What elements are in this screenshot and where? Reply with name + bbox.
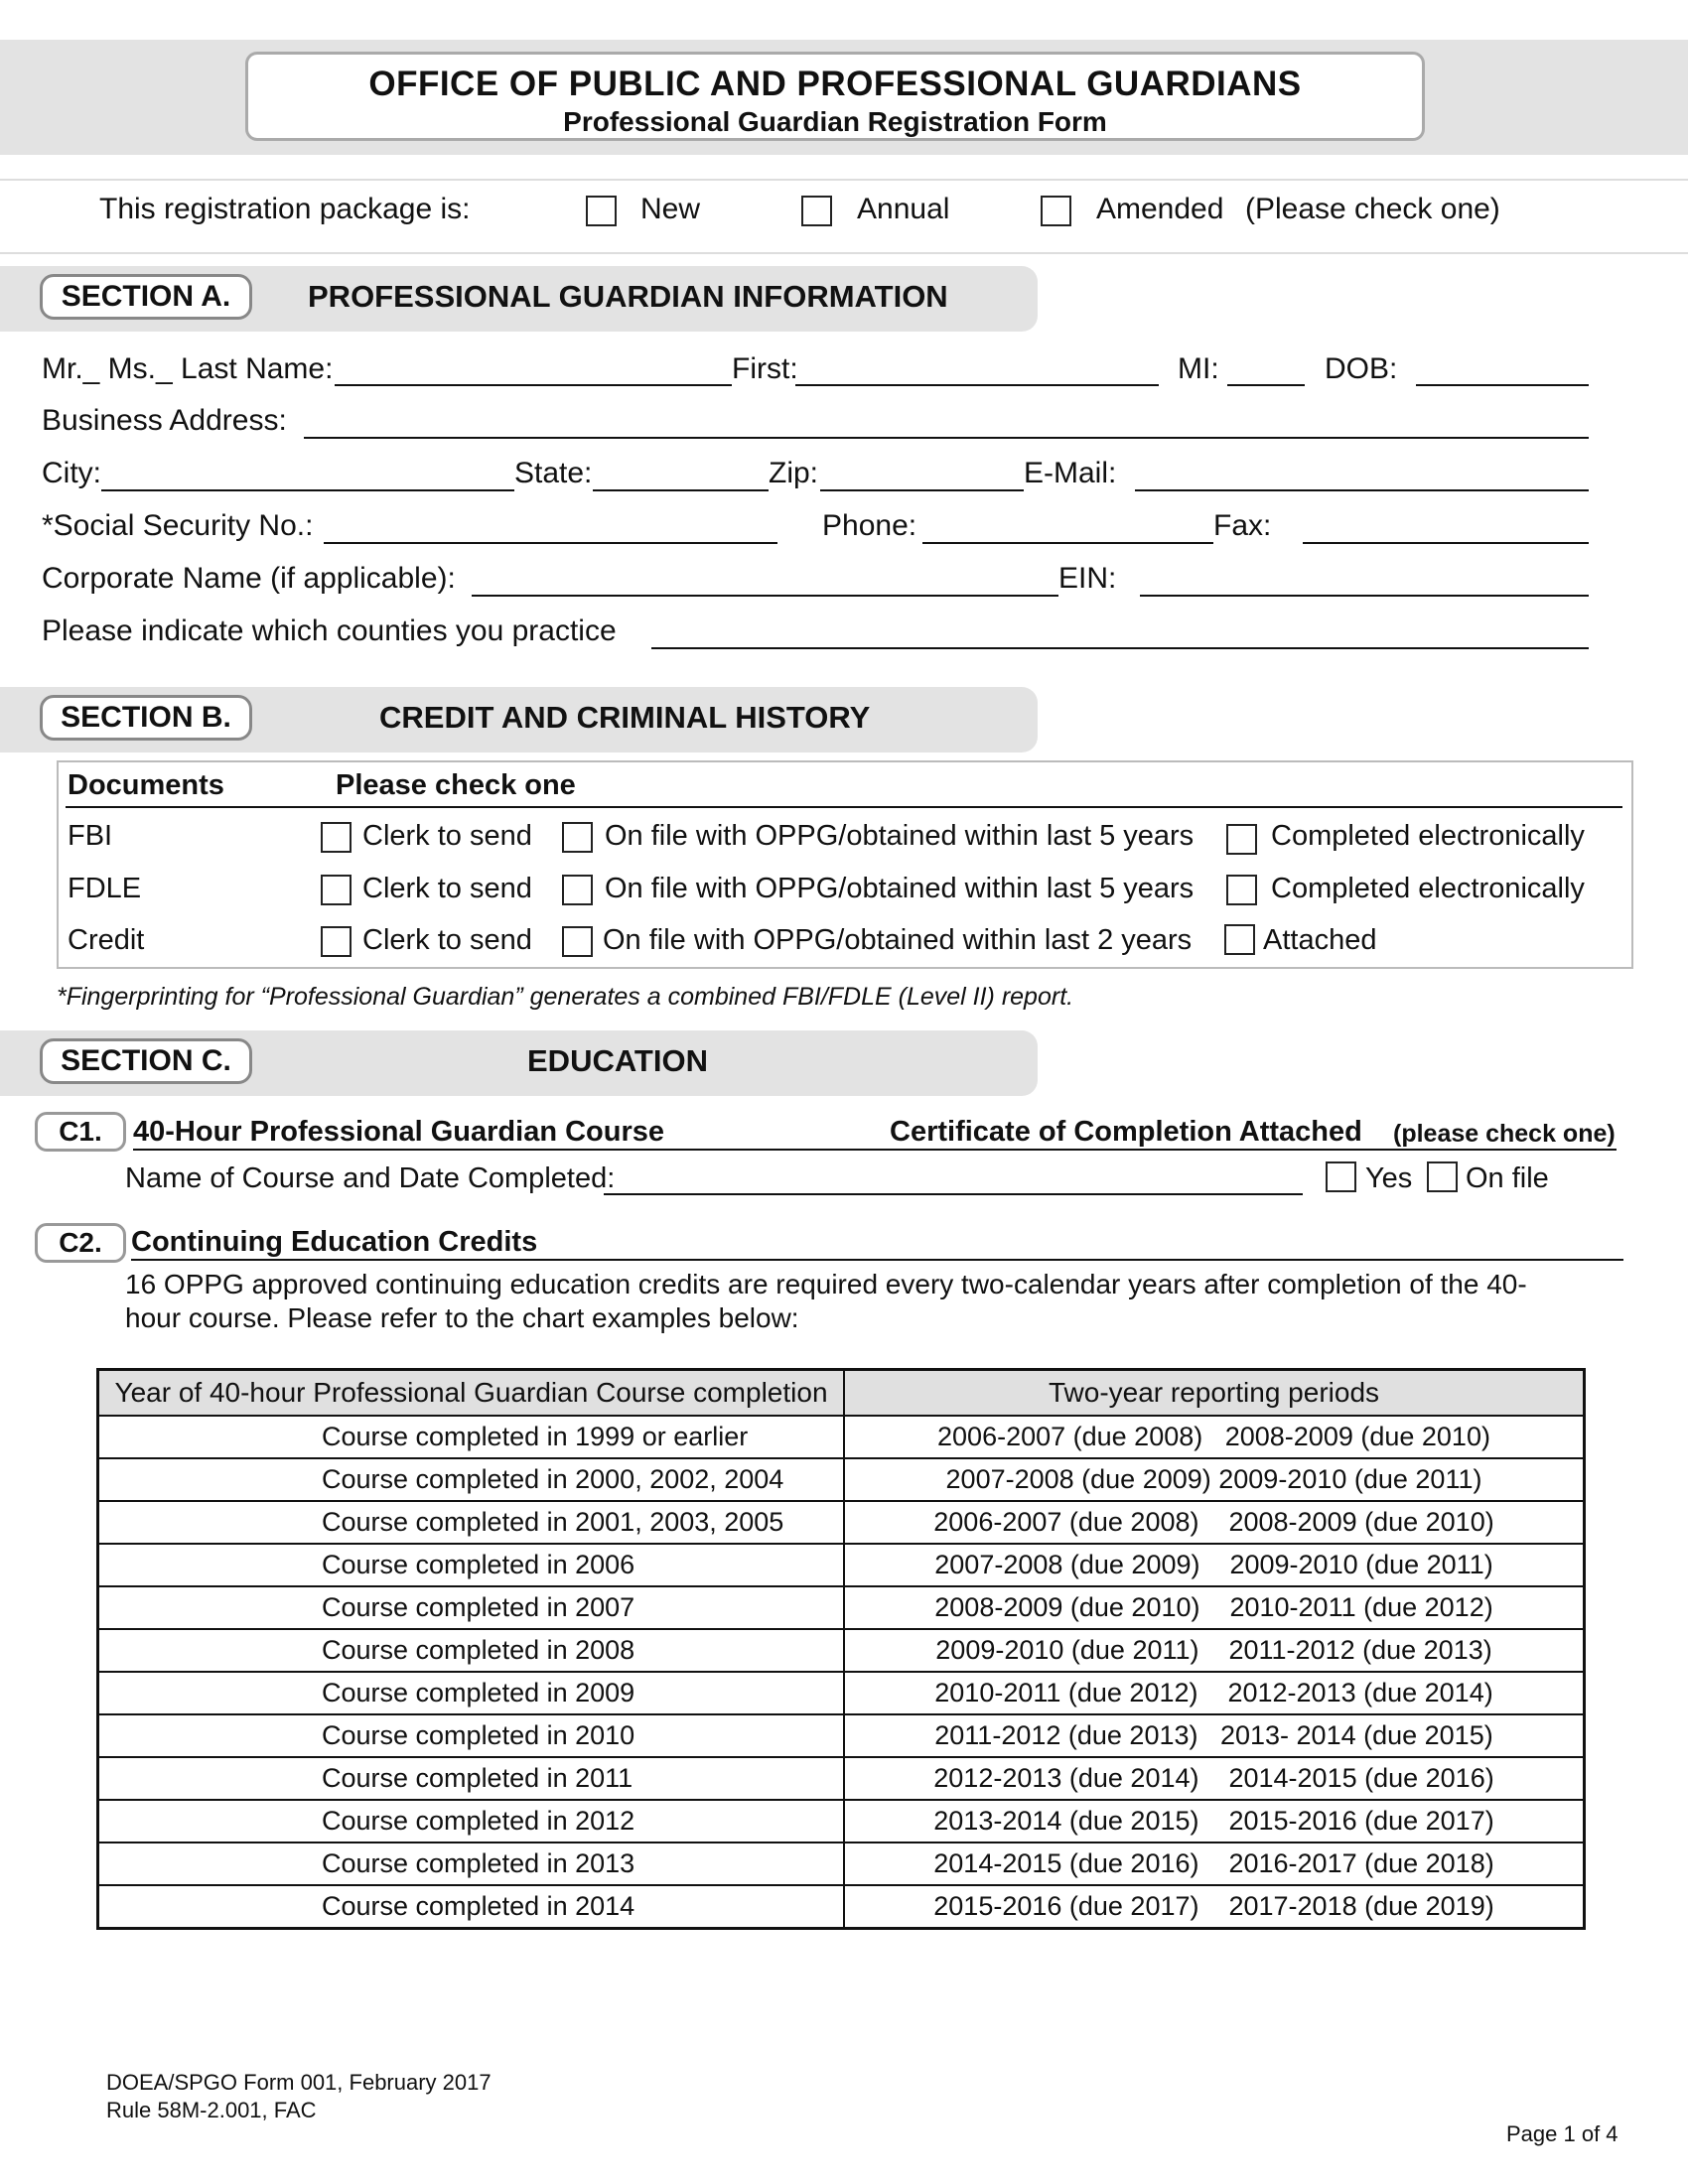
section-c-title: EDUCATION — [527, 1043, 708, 1078]
phone-field[interactable] — [922, 542, 1213, 544]
table-cell-periods: 2006-2007 (due 2008) 2008-2009 (due 2010) — [844, 1416, 1585, 1458]
counties-field[interactable] — [651, 647, 1589, 649]
c2-description-line2: hour course. Please refer to the chart examples below: — [125, 1302, 799, 1333]
zip-label: Zip: — [769, 457, 819, 489]
table-cell-periods: 2006-2007 (due 2008) 2008-2009 (due 2010) — [844, 1501, 1585, 1544]
section-b-pill: SECTION B. — [40, 695, 252, 741]
table-cell-periods: 2008-2009 (due 2010) 2010-2011 (due 2012) — [844, 1586, 1585, 1629]
corporate-name-label: Corporate Name (if applicable): — [42, 562, 456, 595]
certificate-onfile-label: On file — [1466, 1162, 1549, 1194]
state-field[interactable] — [593, 489, 769, 491]
divider — [0, 252, 1688, 254]
footer-page-number: Page 1 of 4 — [1506, 2121, 1618, 2146]
table-cell-periods: 2014-2015 (due 2016) 2016-2017 (due 2018) — [844, 1843, 1585, 1885]
reporting-periods-table — [96, 1368, 1586, 1930]
table-cell-completion: Course completed in 2012 — [98, 1800, 845, 1843]
table-cell-completion: Course completed in 2010 — [98, 1714, 845, 1757]
email-field[interactable] — [1135, 489, 1589, 491]
email-label: E-Mail: — [1024, 457, 1117, 489]
fdle-electronic-label: Completed electronically — [1271, 873, 1585, 904]
annual-label: Annual — [857, 193, 950, 225]
table-header-periods: Two-year reporting periods — [844, 1370, 1585, 1417]
table-cell-completion: Course completed in 2000, 2002, 2004 — [98, 1458, 845, 1501]
fingerprint-note: *Fingerprinting for “Professional Guardian” generates a combined FBI/FDLE (Level II) report. — [57, 983, 1074, 1011]
credit-onfile-label: On file with OPPG/obtained within last 2 years — [603, 924, 1193, 956]
table-cell-periods: 2011-2012 (due 2013) 2013- 2014 (due 2015) — [844, 1714, 1585, 1757]
fbi-electronic-checkbox[interactable] — [1226, 824, 1257, 855]
form-header — [245, 52, 1425, 141]
fax-field[interactable] — [1303, 542, 1589, 544]
credit-clerk-checkbox[interactable] — [321, 926, 352, 957]
certificate-note: (please check one) — [1393, 1120, 1616, 1148]
c2-rule — [131, 1259, 1623, 1261]
table-cell-periods: 2007-2008 (due 2009) 2009-2010 (due 2011) — [844, 1458, 1585, 1501]
divider — [0, 179, 1688, 181]
table-cell-periods: 2009-2010 (due 2011) 2011-2012 (due 2013) — [844, 1629, 1585, 1672]
table-header-completion: Year of 40-hour Professional Guardian Course completion — [98, 1370, 845, 1417]
annual-checkbox[interactable] — [801, 196, 832, 226]
form-title: OFFICE OF PUBLIC AND PROFESSIONAL GUARDIANS — [368, 65, 1302, 103]
footer-rule: Rule 58M-2.001, FAC — [106, 2098, 317, 2122]
fbi-clerk-checkbox[interactable] — [321, 822, 352, 853]
table-row — [98, 1416, 1585, 1458]
footer-form-number: DOEA/SPGO Form 001, February 2017 — [106, 2070, 492, 2095]
new-label: New — [640, 193, 701, 225]
ssn-field[interactable] — [324, 542, 777, 544]
city-label: City: — [42, 457, 101, 489]
ssn-label: *Social Security No.: — [42, 509, 314, 542]
credit-clerk-label: Clerk to send — [362, 924, 532, 956]
c2-title: Continuing Education Credits — [131, 1226, 538, 1258]
section-b-title: CREDIT AND CRIMINAL HISTORY — [379, 700, 871, 735]
first-name-label: First: — [732, 352, 798, 385]
table-row — [98, 1757, 1585, 1800]
fbi-clerk-label: Clerk to send — [362, 820, 532, 852]
last-name-label: Mr._ Ms._ Last Name: — [42, 352, 334, 385]
course-name-label: Name of Course and Date Completed: — [125, 1162, 616, 1194]
counties-label: Please indicate which counties you practice — [42, 614, 617, 647]
section-c-pill: SECTION C. — [40, 1038, 252, 1084]
course-name-field[interactable] — [604, 1193, 1303, 1195]
fax-label: Fax: — [1213, 509, 1272, 542]
corporate-name-field[interactable] — [472, 595, 1058, 597]
business-address-field[interactable] — [304, 437, 1589, 439]
state-label: State: — [514, 457, 593, 489]
table-row — [98, 1586, 1585, 1629]
table-cell-periods: 2015-2016 (due 2017) 2017-2018 (due 2019) — [844, 1885, 1585, 1929]
table-cell-completion: Course completed in 2011 — [98, 1757, 845, 1800]
city-field[interactable] — [101, 489, 514, 491]
table-row — [98, 1501, 1585, 1544]
fdle-onfile-checkbox[interactable] — [562, 875, 593, 905]
table-row — [98, 1843, 1585, 1885]
c1-title: 40-Hour Professional Guardian Course — [133, 1116, 665, 1148]
certificate-yes-label: Yes — [1365, 1162, 1413, 1194]
certificate-yes-checkbox[interactable] — [1326, 1161, 1356, 1192]
credit-onfile-checkbox[interactable] — [562, 926, 593, 957]
credit-attached-label: Attached — [1263, 924, 1377, 956]
fdle-onfile-label: On file with OPPG/obtained within last 5 years — [605, 873, 1195, 904]
fdle-label: FDLE — [68, 873, 142, 904]
table-row — [98, 1714, 1585, 1757]
c2-pill: C2. — [35, 1223, 126, 1263]
fbi-electronic-label: Completed electronically — [1271, 820, 1585, 852]
section-a-title: PROFESSIONAL GUARDIAN INFORMATION — [308, 279, 948, 314]
table-row — [98, 1672, 1585, 1714]
certificate-onfile-checkbox[interactable] — [1427, 1161, 1458, 1192]
documents-header: Documents — [68, 769, 224, 801]
table-row — [98, 1458, 1585, 1501]
table-cell-completion: Course completed in 2008 — [98, 1629, 845, 1672]
table-cell-completion: Course completed in 2007 — [98, 1586, 845, 1629]
documents-header-rule — [66, 806, 1622, 808]
fbi-onfile-checkbox[interactable] — [562, 822, 593, 853]
mi-field[interactable] — [1227, 384, 1305, 386]
phone-label: Phone: — [822, 509, 917, 542]
fdle-clerk-label: Clerk to send — [362, 873, 532, 904]
fbi-label: FBI — [68, 820, 113, 852]
dob-label: DOB: — [1325, 352, 1398, 385]
table-cell-periods: 2010-2011 (due 2012) 2012-2013 (due 2014) — [844, 1672, 1585, 1714]
zip-field[interactable] — [820, 489, 1024, 491]
table-cell-completion: Course completed in 2009 — [98, 1672, 845, 1714]
new-checkbox[interactable] — [586, 196, 617, 226]
certificate-label: Certificate of Completion Attached — [890, 1116, 1362, 1148]
table-row — [98, 1544, 1585, 1586]
fbi-onfile-label: On file with OPPG/obtained within last 5 years — [605, 820, 1195, 852]
fdle-clerk-checkbox[interactable] — [321, 875, 352, 905]
amended-checkbox[interactable] — [1041, 196, 1071, 226]
credit-attached-checkbox[interactable] — [1224, 924, 1255, 955]
credit-label: Credit — [68, 924, 145, 956]
ein-field[interactable] — [1140, 595, 1589, 597]
table-cell-completion: Course completed in 2006 — [98, 1544, 845, 1586]
first-name-field[interactable] — [795, 384, 1159, 386]
table-header-row — [98, 1370, 1585, 1417]
business-address-label: Business Address: — [42, 404, 287, 437]
table-cell-completion: Course completed in 1999 or earlier — [98, 1416, 845, 1458]
mi-label: MI: — [1178, 352, 1219, 385]
last-name-field[interactable] — [335, 384, 732, 386]
c1-rule — [133, 1149, 1617, 1151]
table-cell-periods: 2007-2008 (due 2009) 2009-2010 (due 2011) — [844, 1544, 1585, 1586]
ein-label: EIN: — [1058, 562, 1117, 595]
check-one-header: Please check one — [336, 769, 576, 801]
table-row — [98, 1885, 1585, 1929]
table-row — [98, 1800, 1585, 1843]
fdle-electronic-checkbox[interactable] — [1226, 875, 1257, 905]
table-row — [98, 1629, 1585, 1672]
c2-description-line1: 16 OPPG approved continuing education credits are required every two-calendar years after completion of the 40- — [125, 1269, 1527, 1299]
table-cell-completion: Course completed in 2001, 2003, 2005 — [98, 1501, 845, 1544]
table-cell-completion: Course completed in 2014 — [98, 1885, 845, 1929]
dob-field[interactable] — [1416, 384, 1589, 386]
package-label: This registration package is: — [99, 193, 471, 225]
c1-pill: C1. — [35, 1112, 126, 1152]
package-instruction: (Please check one) — [1245, 193, 1500, 225]
section-a-pill: SECTION A. — [40, 274, 252, 320]
table-cell-periods: 2012-2013 (due 2014) 2014-2015 (due 2016) — [844, 1757, 1585, 1800]
table-cell-completion: Course completed in 2013 — [98, 1843, 845, 1885]
amended-label: Amended — [1096, 193, 1224, 225]
form-subtitle: Professional Guardian Registration Form — [563, 106, 1107, 137]
table-cell-periods: 2013-2014 (due 2015) 2015-2016 (due 2017) — [844, 1800, 1585, 1843]
